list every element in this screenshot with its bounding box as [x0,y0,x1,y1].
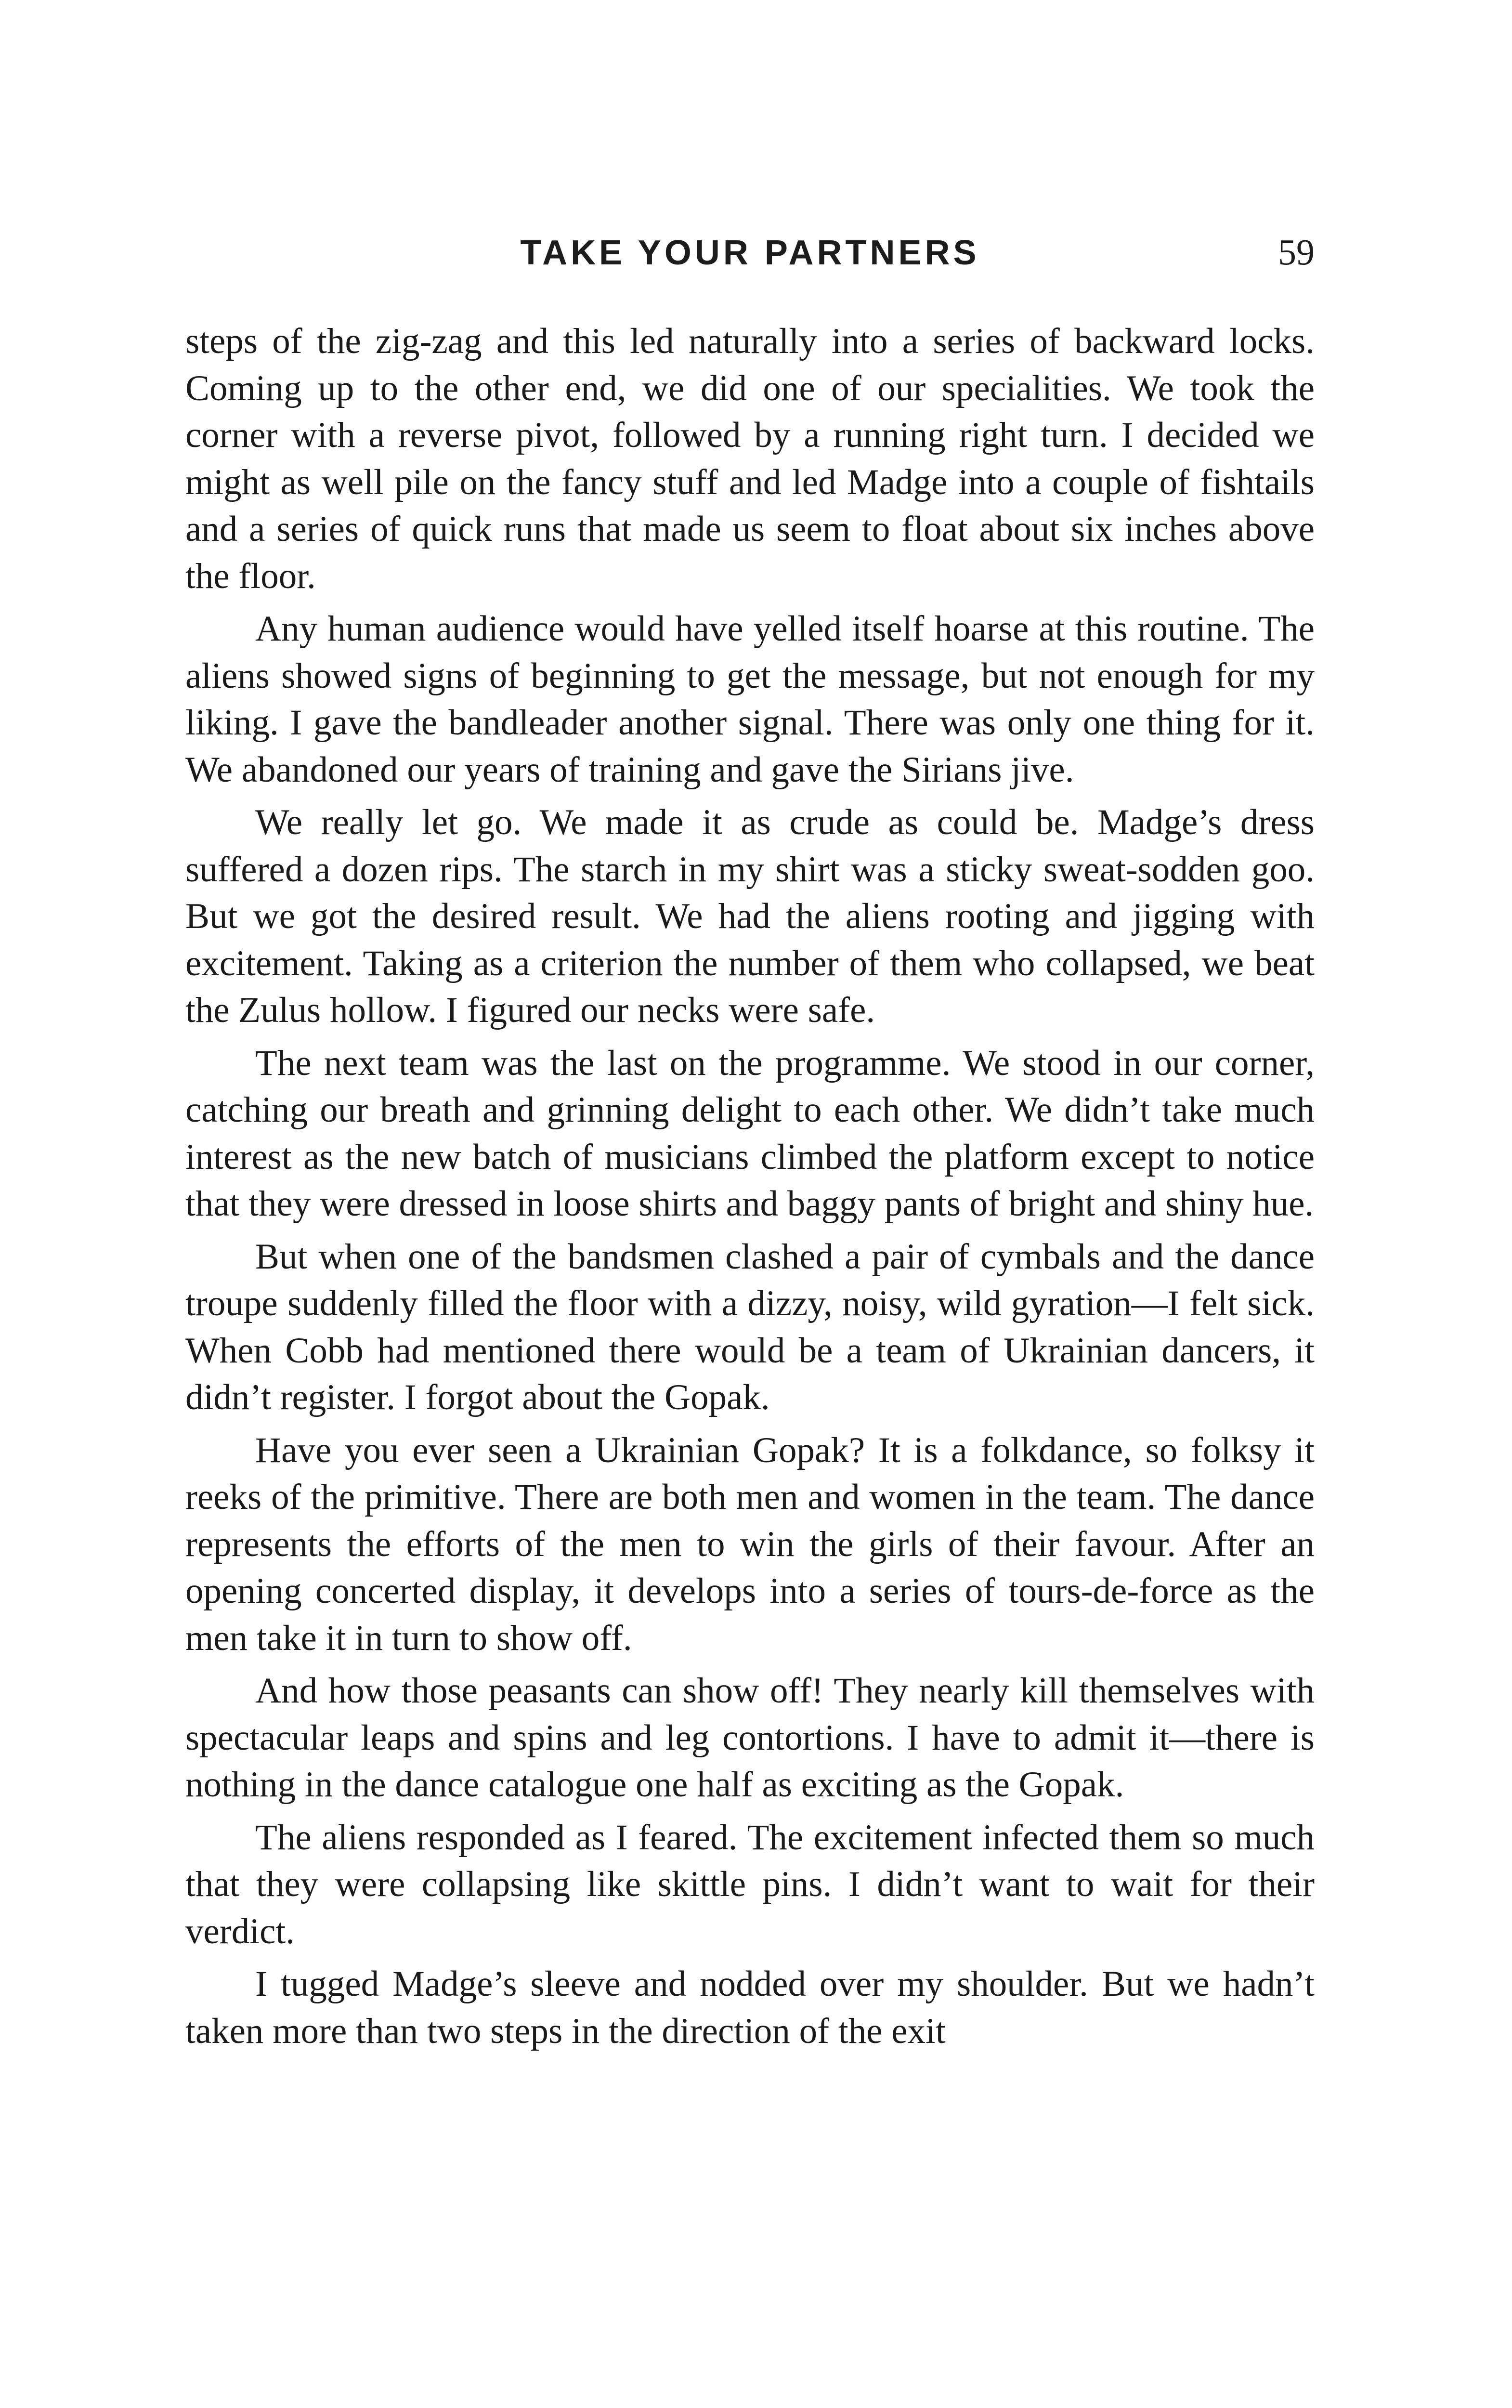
paragraph-continued: steps of the zig-zag and this led naturally into a series of backward locks. Coming up to the other end, we did one of our specialities. We took the corner with a reverse pivot, followed by a running right turn. I decided we might as well pile on the fancy stuff and led Madge into a couple of fishtails and a series of quick runs that made us seem to float about six inches above the floor. [185,321,1315,596]
paragraph: We really let go. We made it as crude as could be. Madge’s dress suffered a dozen rips. The starch in my shirt was a sticky sweat-sodden goo. But we got the desired result. We had the aliens rooting and jigging with excitement. Taking as a criterion the number of them who collapsed, we beat the Zulus hollow. I figured our necks were safe. [185,802,1315,1030]
paragraph: I tugged Madge’s sleeve and nodded over my shoulder. But we hadn’t taken more than two steps in the direction of the exit [185,1964,1315,2051]
paragraph: The next team was the last on the programme. We stood in our corner, catching our breath and grinning delight to each other. We didn’t take much interest as the new batch of musicians climbed the platform except to notice that they were dressed in loose shirts and baggy pants of bright and shiny hue. [185,1043,1315,1224]
paragraph: And how those peasants can show off! They nearly kill themselves with spectacular leaps and spins and leg contortions. I have to admit it—there is nothing in the dance catalogue one half as exciting as the Gopak. [185,1671,1315,1805]
body-text [185,318,1315,2060]
running-head [185,226,1315,279]
paragraph: The aliens responded as I feared. The excitement infected them so much that they were collapsing like skittle pins. I didn’t want to wait for their verdict. [185,1817,1315,1951]
page-number: 59 [1278,232,1315,273]
paragraph: But when one of the bandsmen clashed a pair of cymbals and the dance troupe suddenly filled the floor with a dizzy, noisy, wild gyration—I felt sick. When Cobb had mentioned there would be a team of Ukrainian dancers, it didn’t register. I forgot about the Gopak. [185,1236,1315,1417]
paragraph: Any human audience would have yelled itself hoarse at this routine. The aliens showed signs of beginning to get the message, but not enough for my liking. I gave the bandleader another signal. There was only one thing for it. We abandoned our years of training and gave the Sirians jive. [185,609,1315,790]
paragraph: Have you ever seen a Ukrainian Gopak? It is a folkdance, so folksy it reeks of the primitive. There are both men and women in the team. The dance represents the efforts of the men to win the girls of their favour. After an opening concerted display, it develops into a series of tours-de-force as the men take it in turn to show off. [185,1430,1315,1658]
running-title: TAKE YOUR PARTNERS [520,234,980,272]
